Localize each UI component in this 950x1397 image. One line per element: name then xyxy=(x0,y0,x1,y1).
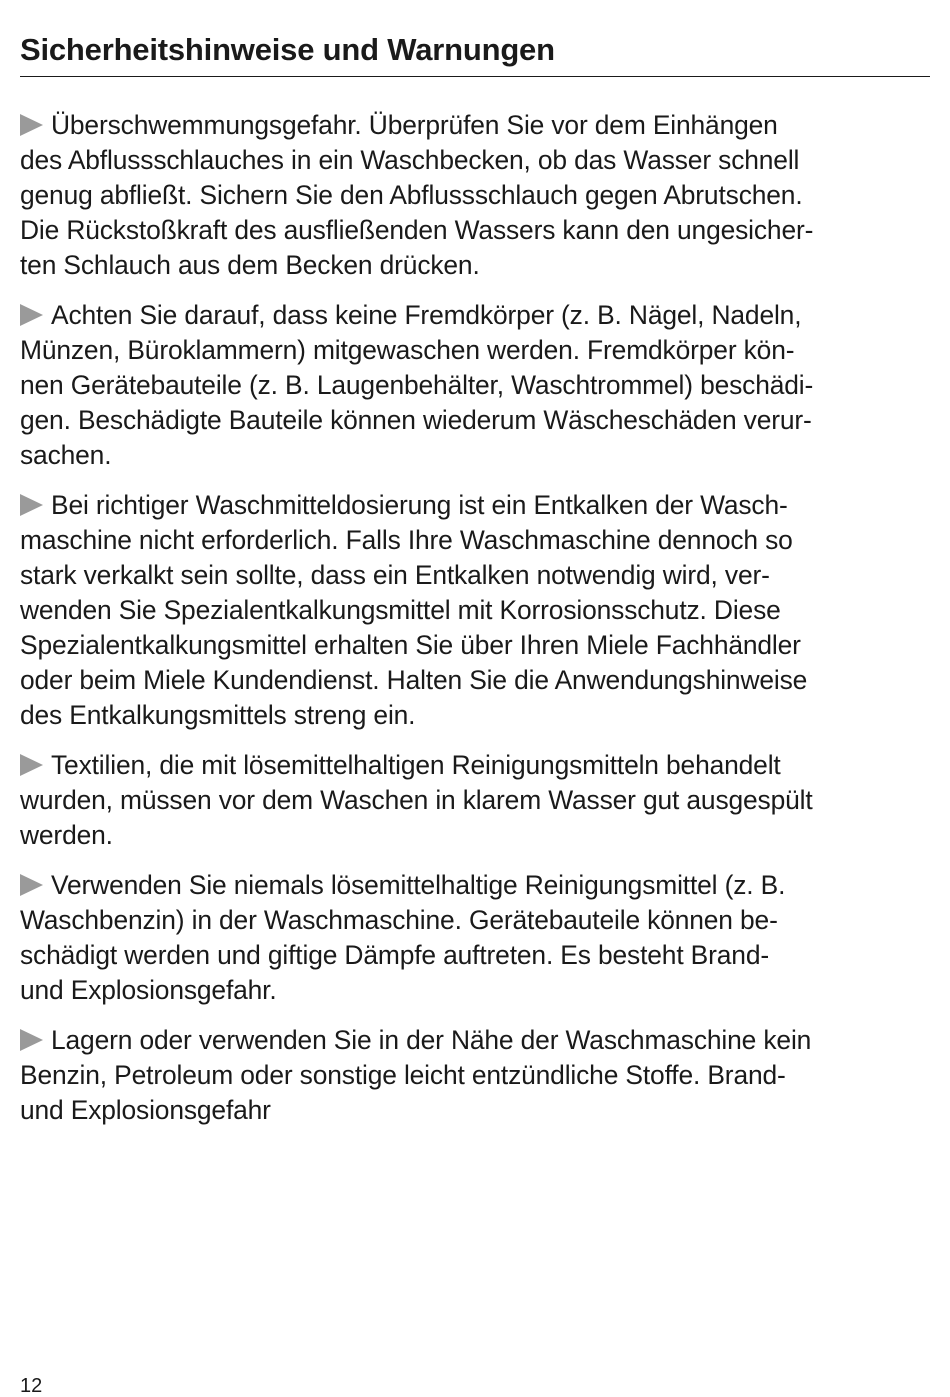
note-line: des Abflussschlauches in ein Waschbecken, ob das Wasser schnell xyxy=(20,145,800,175)
note-line: und Explosionsgefahr. xyxy=(20,975,277,1005)
note-line: Spezialentkalkungsmittel erhalten Sie über Ihren Miele Fachhändler xyxy=(20,630,801,660)
note-line: Überschwemmungsgefahr. Überprüfen Sie vor dem Einhängen xyxy=(51,110,778,140)
note-line: wurden, müssen vor dem Waschen in klarem Wasser gut ausgespült xyxy=(20,785,813,815)
note-line: Waschbenzin) in der Waschmaschine. Gerätebauteile können be- xyxy=(20,905,778,935)
safety-note xyxy=(20,108,922,283)
title-divider xyxy=(20,76,930,77)
triangle-right-icon xyxy=(20,494,43,516)
note-line: Verwenden Sie niemals lösemittelhaltige Reinigungsmittel (z. B. xyxy=(51,870,786,900)
note-line: Achten Sie darauf, dass keine Fremdkörper (z. B. Nägel, Nadeln, xyxy=(51,300,802,330)
note-line: Münzen, Büroklammern) mitgewaschen werden. Fremdkörper kön- xyxy=(20,335,795,365)
note-line: werden. xyxy=(20,820,113,850)
note-line: des Entkalkungsmittels streng ein. xyxy=(20,700,416,730)
note-line: Textilien, die mit lösemittelhaltigen Reinigungsmitteln behandelt xyxy=(51,750,781,780)
note-line: Benzin, Petroleum oder sonstige leicht entzündliche Stoffe. Brand- xyxy=(20,1060,786,1090)
safety-note xyxy=(20,298,922,473)
safety-note xyxy=(20,868,922,1008)
note-line: gen. Beschädigte Bauteile können wiederum Wäscheschäden verur- xyxy=(20,405,812,435)
page-number: 12 xyxy=(20,1375,43,1397)
page-title: Sicherheitshinweise und Warnungen xyxy=(20,32,555,67)
note-line: Lagern oder verwenden Sie in der Nähe der Waschmaschine kein xyxy=(51,1025,812,1055)
note-line: schädigt werden und giftige Dämpfe auftreten. Es besteht Brand- xyxy=(20,940,769,970)
note-line: oder beim Miele Kundendienst. Halten Sie die Anwendungshinweise xyxy=(20,665,808,695)
note-line: nen Gerätebauteile (z. B. Laugenbehälter, Waschtrommel) beschädi- xyxy=(20,370,814,400)
note-line: Die Rückstoßkraft des ausfließenden Wassers kann den ungesicher- xyxy=(20,215,814,245)
safety-note xyxy=(20,488,922,733)
triangle-right-icon xyxy=(20,304,43,326)
safety-notes xyxy=(20,108,922,1143)
note-line: maschine nicht erforderlich. Falls Ihre Waschmaschine dennoch so xyxy=(20,525,793,555)
note-line: wenden Sie Spezialentkalkungsmittel mit Korrosionsschutz. Diese xyxy=(20,595,781,625)
note-line: Bei richtiger Waschmitteldosierung ist ein Entkalken der Wasch- xyxy=(51,490,788,520)
triangle-right-icon xyxy=(20,114,43,136)
safety-note xyxy=(20,1023,922,1128)
note-line: und Explosionsgefahr xyxy=(20,1095,271,1125)
note-line: stark verkalkt sein sollte, dass ein Entkalken notwendig wird, ver- xyxy=(20,560,770,590)
triangle-right-icon xyxy=(20,1029,43,1051)
triangle-right-icon xyxy=(20,874,43,896)
note-line: sachen. xyxy=(20,440,112,470)
triangle-right-icon xyxy=(20,754,43,776)
note-line: ten Schlauch aus dem Becken drücken. xyxy=(20,250,480,280)
note-line: genug abfließt. Sichern Sie den Abflussschlauch gegen Abrutschen. xyxy=(20,180,803,210)
safety-note xyxy=(20,748,922,853)
